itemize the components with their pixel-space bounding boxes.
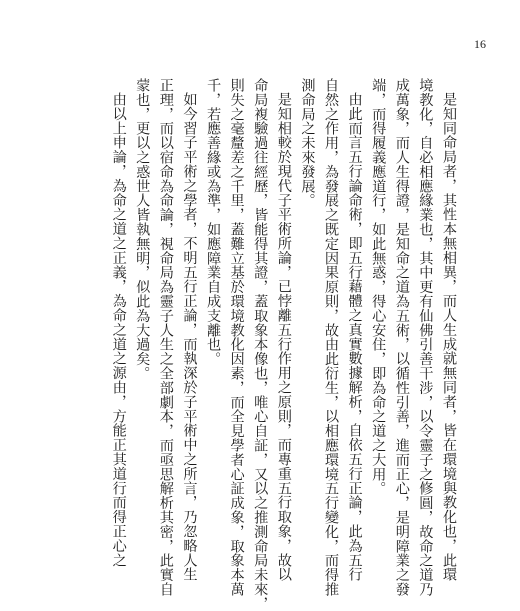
paragraph [295,78,366,597]
text-line: 則失之毫釐差之千里，蓋難立基於環境教化因素，而全見學者心証成象，取象本萬 [228,78,245,597]
paragraph [130,78,201,597]
text-line: 是知相較於現代子平術所論，已悖離五行作用之原則，而專重五行取象，故以 [275,92,292,582]
text-line: 是知同命局者，其性本無相異，而人生成就無同者，皆在環境與教化也，此環 [441,92,457,582]
text-line: 境教化，自必相應緣業也，其中更有仙佛引善干涉，以令靈子之修圓，故命之道乃 [417,78,434,597]
text-line: 端，而得履義應道行，如此無惑，得心安住，即為命之道之大用。 [370,78,387,496]
paragraph [200,78,294,611]
text-line: 成萬象，而人生得證，是知命之道為五術，以循性引善，進而正心，是明障業之發 [393,78,410,597]
text-line: 命局複驗過往經歷，皆能得其證，蓋取象本像也，唯心自証，又以之推測命局未來， [252,78,269,611]
text-line: 正理，而以宿命為命論，視命局為靈子人生之全部劇本，而亟思解析其密，此實自 [157,78,174,597]
paragraph [106,78,130,568]
page-number: 16 [474,37,486,51]
text-line: 蒙也，更以之惑世人皆執無明，似此為大過矣。 [134,78,151,381]
text-line: 自然之作用，為發展之既定因果原則，故由此衍生，以相應環境五行變化，而得推 [323,78,340,597]
body-text [40,78,460,611]
text-line: 千，若應善緣或為準，如應障業自成支離也。 [205,78,222,366]
paragraph [366,78,460,597]
text-line: 由以上申論，為命之道之正義，為命之道之源由，方能正其道行而得正心之 [110,92,127,568]
text-line: 測命局之未來發展。 [299,78,316,208]
text-line: 如今習子平術之學者，不明五行正論，而執深於子平術中之所言，乃忽略人生 [181,92,198,582]
text-line: 由此而言五行論命術，即五行藉體之真實數據解析，自依五行正論，此為五行 [346,92,363,582]
